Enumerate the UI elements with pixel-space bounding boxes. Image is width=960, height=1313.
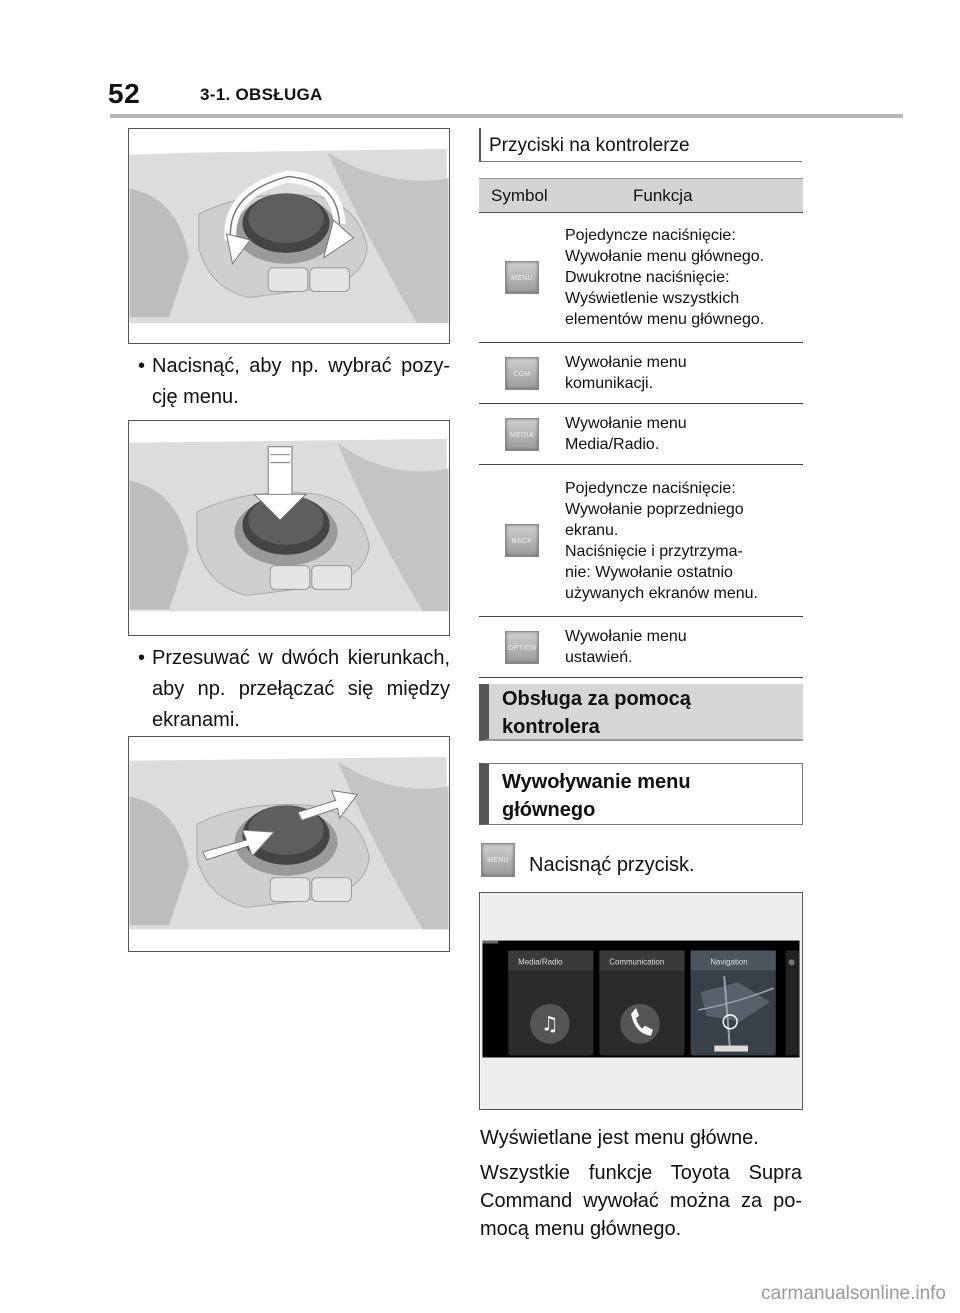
bullet-press bbox=[128, 351, 450, 413]
function-line: Naciśnięcie i przytrzyma- bbox=[565, 542, 743, 560]
bullet-press-text: Nacisnąć, aby np. wybrać pozy-cję menu. bbox=[152, 355, 450, 408]
function-line: ustawień. bbox=[565, 649, 633, 666]
operation-heading bbox=[479, 684, 803, 741]
symbol-cell bbox=[479, 213, 565, 343]
com-button-icon: COM bbox=[505, 357, 539, 390]
section-title: 3-1. OBSŁUGA bbox=[200, 85, 323, 104]
function-line: Pojedyncze naciśnięcie: bbox=[565, 227, 736, 244]
controller-rotate-illustration bbox=[129, 129, 449, 343]
col-function-header: Funkcja bbox=[565, 179, 803, 213]
function-line: elementów menu głównego. bbox=[565, 311, 765, 328]
function-line: używanych ekranów menu. bbox=[565, 584, 758, 602]
operation-heading-line: kontrolera bbox=[502, 716, 600, 738]
main-menu-screen-image bbox=[479, 892, 803, 1110]
menu-button-icon: MENU bbox=[481, 843, 515, 877]
main-menu-heading bbox=[479, 763, 803, 825]
symbol-cell bbox=[479, 465, 565, 617]
main-menu-heading-line: głównego bbox=[502, 799, 596, 821]
table-row bbox=[479, 343, 803, 404]
function-cell bbox=[565, 617, 803, 678]
controller-rotate-image bbox=[128, 128, 450, 344]
main-menu-heading-line: Wywoływanie menu bbox=[502, 771, 691, 793]
operation-heading-line: Obsługa za pomocą bbox=[502, 688, 691, 710]
function-line: Media/Radio. bbox=[565, 436, 660, 453]
table-header-row bbox=[479, 179, 803, 213]
tile-media-label: Media/Radio bbox=[518, 957, 563, 967]
function-line: ekranu. bbox=[565, 521, 619, 539]
option-button-icon: OPTION bbox=[505, 631, 539, 664]
function-line: Wywołanie menu bbox=[565, 354, 687, 371]
table-row bbox=[479, 465, 803, 617]
symbol-table bbox=[479, 178, 803, 678]
media-button-icon: MEDIA bbox=[505, 418, 539, 451]
press-instruction: Nacisnąć przycisk. bbox=[529, 854, 695, 876]
controller-slide-illustration bbox=[129, 737, 449, 951]
function-line: komunikacji. bbox=[565, 375, 654, 392]
tile-navigation-label: Navigation bbox=[710, 957, 748, 967]
function-cell bbox=[565, 343, 803, 404]
bullet-dot: • bbox=[138, 355, 146, 377]
table-row bbox=[479, 213, 803, 343]
main-menu-description-text: Wszystkie funkcje Toyota Supra Command wywołać można za po-mocą menu głównego. bbox=[480, 1162, 802, 1240]
controller-press-image bbox=[128, 420, 450, 636]
main-menu-screen-illustration bbox=[480, 893, 802, 1109]
function-line: Wywołanie menu głównego. bbox=[565, 248, 765, 265]
function-line: Dwukrotne naciśnięcie: bbox=[565, 269, 730, 286]
header-rule bbox=[110, 114, 903, 118]
function-line: Wywołanie menu bbox=[565, 628, 687, 645]
bullet-slide bbox=[128, 643, 450, 736]
controller-slide-image bbox=[128, 736, 450, 952]
table-row bbox=[479, 404, 803, 465]
function-cell bbox=[565, 213, 803, 343]
table-row bbox=[479, 617, 803, 678]
page-number: 52 bbox=[108, 78, 141, 109]
tile-communication-label: Communication bbox=[609, 957, 665, 967]
function-line: Wywołanie poprzedniego bbox=[565, 500, 744, 518]
symbol-cell bbox=[479, 343, 565, 404]
buttons-heading: Przyciski na kontrolerze bbox=[479, 128, 802, 162]
function-line: Wyświetlenie wszystkich bbox=[565, 290, 740, 307]
symbol-cell bbox=[479, 617, 565, 678]
function-line: Pojedyncze naciśnięcie: bbox=[565, 479, 736, 497]
function-cell bbox=[565, 465, 803, 617]
bullet-slide-text: Przesuwać w dwóch kierunkach, aby np. przełączać się między ekranami. bbox=[152, 647, 450, 731]
watermark: carmanualsonline.info bbox=[761, 1283, 946, 1304]
function-cell bbox=[565, 404, 803, 465]
function-line: Wywołanie menu bbox=[565, 415, 687, 432]
col-symbol-header: Symbol bbox=[479, 179, 565, 213]
svg-text:♫: ♫ bbox=[540, 1012, 559, 1036]
function-line: nie: Wywołanie ostatnio bbox=[565, 563, 733, 581]
back-button-icon: BACK bbox=[505, 524, 539, 557]
menu-button-icon: MENU bbox=[505, 261, 539, 294]
symbol-cell bbox=[479, 404, 565, 465]
controller-press-illustration bbox=[129, 421, 449, 635]
bullet-dot: • bbox=[138, 647, 146, 669]
main-menu-shown-text: Wyświetlane jest menu główne. bbox=[480, 1127, 759, 1149]
